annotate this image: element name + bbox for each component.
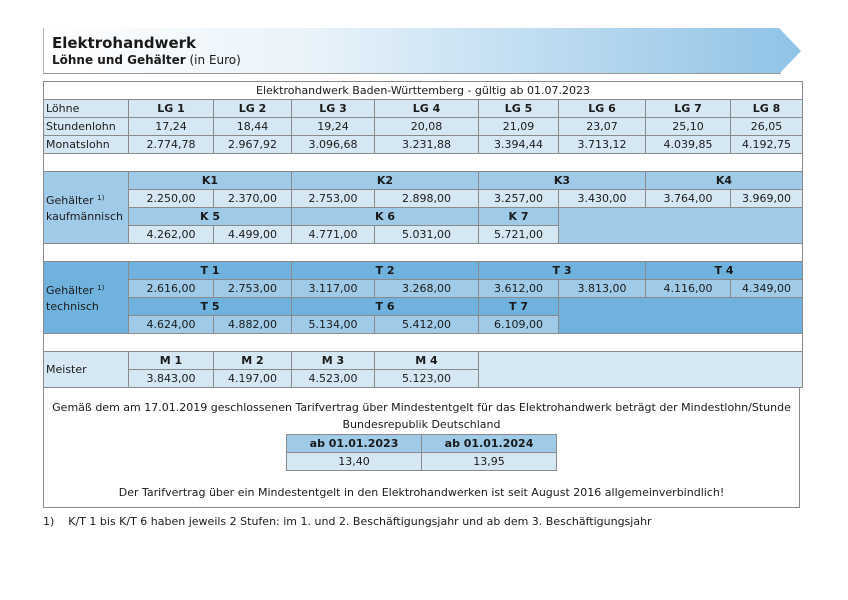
t-value: 3.268,00 [375, 280, 479, 298]
wage-table [43, 81, 803, 388]
lg-header: LG 2 [214, 100, 292, 118]
lg-header: LG 8 [731, 100, 803, 118]
monatslohn-cell: 2.774,78 [129, 136, 214, 154]
monatslohn-row [44, 136, 803, 154]
kaufm-label: Gehälter $^{1)}$ kaufmännisch [44, 172, 129, 244]
mindestlohn-date: ab 01.01.2024 [422, 435, 557, 453]
techn-value-row-1 [44, 280, 803, 298]
t-value: 3.612,00 [479, 280, 559, 298]
techn-group-row-2 [44, 298, 803, 316]
t-value: 3.117,00 [292, 280, 375, 298]
t-group-header: T 1 [129, 262, 292, 280]
techn-filler [559, 298, 803, 334]
k-group-header: K 5 [129, 208, 292, 226]
k-group-header: K2 [292, 172, 479, 190]
lg-header: LG 4 [375, 100, 479, 118]
t-value: 2.616,00 [129, 280, 214, 298]
stundenlohn-cell: 19,24 [292, 118, 375, 136]
t-value: 6.109,00 [479, 316, 559, 334]
k-value: 5.031,00 [375, 226, 479, 244]
loehne-header-row [44, 100, 803, 118]
t-value: 4.624,00 [129, 316, 214, 334]
mindestlohn-header-row [287, 435, 557, 453]
lg-header: LG 3 [292, 100, 375, 118]
meister-filler [479, 352, 803, 388]
t-value: 5.412,00 [375, 316, 479, 334]
mindestlohn-value: 13,95 [422, 453, 557, 471]
t-value: 4.349,00 [731, 280, 803, 298]
k-value: 4.499,00 [214, 226, 292, 244]
lg-header: LG 5 [479, 100, 559, 118]
mindestlohn-table [286, 434, 557, 471]
t-value: 2.753,00 [214, 280, 292, 298]
lg-header: LG 7 [646, 100, 731, 118]
loehne-label: Löhne [44, 100, 129, 118]
stundenlohn-cell: 21,09 [479, 118, 559, 136]
t-value: 3.813,00 [559, 280, 646, 298]
t-value: 4.116,00 [646, 280, 731, 298]
stundenlohn-row [44, 118, 803, 136]
t-group-header: T 6 [292, 298, 479, 316]
kaufm-value-row-1 [44, 190, 803, 208]
k-value: 2.753,00 [292, 190, 375, 208]
table-caption: Elektrohandwerk Baden-Württemberg - gültig ab 01.07.2023 [44, 82, 803, 100]
m-value: 3.843,00 [129, 370, 214, 388]
stundenlohn-cell: 26,05 [731, 118, 803, 136]
spacer-row [44, 154, 803, 172]
mindestlohn-value: 13,40 [287, 453, 422, 471]
k-value: 2.370,00 [214, 190, 292, 208]
t-group-header: T 2 [292, 262, 479, 280]
page-subtitle: Löhne und Gehälter (in Euro) [52, 53, 241, 67]
spacer-row [44, 244, 803, 262]
monatslohn-label: Monatslohn [44, 136, 129, 154]
techn-group-row-1 [44, 262, 803, 280]
t-group-header: T 3 [479, 262, 646, 280]
k-value: 3.969,00 [731, 190, 803, 208]
footnote: 1) K/T 1 bis K/T 6 haben jeweils 2 Stufen: im 1. und 2. Beschäftigungsjahr und ab dem 3. Beschäftigungsjahr [43, 515, 652, 528]
m-value: 4.523,00 [292, 370, 375, 388]
k-value: 2.898,00 [375, 190, 479, 208]
t-value: 4.882,00 [214, 316, 292, 334]
stundenlohn-cell: 18,44 [214, 118, 292, 136]
k-group-header: K1 [129, 172, 292, 190]
k-group-header: K 7 [479, 208, 559, 226]
k-value: 4.771,00 [292, 226, 375, 244]
monatslohn-cell: 3.394,44 [479, 136, 559, 154]
stundenlohn-cell: 20,08 [375, 118, 479, 136]
m-group-header: M 2 [214, 352, 292, 370]
monatslohn-cell: 3.231,88 [375, 136, 479, 154]
m-group-header: M 3 [292, 352, 375, 370]
monatslohn-cell: 2.967,92 [214, 136, 292, 154]
mindestlohn-text: Gemäß dem am 17.01.2019 geschlossenen Tarifvertrag über Mindestentgelt für das Elektrohandwerk beträgt der Mindestlohn/Stunde [52, 401, 791, 414]
k-group-header: K 6 [292, 208, 479, 226]
page-title: Elektrohandwerk [52, 34, 197, 52]
k-group-header: K3 [479, 172, 646, 190]
k-value: 3.257,00 [479, 190, 559, 208]
caption-row [44, 82, 803, 100]
stundenlohn-label: Stundenlohn [44, 118, 129, 136]
k-value: 2.250,00 [129, 190, 214, 208]
stundenlohn-cell: 23,07 [559, 118, 646, 136]
t-group-header: T 5 [129, 298, 292, 316]
monatslohn-cell: 4.192,75 [731, 136, 803, 154]
techn-label: Gehälter $^{1)}$ technisch [44, 262, 129, 334]
t-group-header: T 4 [646, 262, 803, 280]
monatslohn-cell: 4.039,85 [646, 136, 731, 154]
m-group-header: M 1 [129, 352, 214, 370]
mindestlohn-value-row [287, 453, 557, 471]
allgemeinverbindlich-note: Der Tarifvertrag über ein Mindestentgelt in den Elektrohandwerken ist seit August 2016 allgemeinverbindlich! [118, 486, 725, 499]
kaufm-group-row-1 [44, 172, 803, 190]
monatslohn-cell: 3.713,12 [559, 136, 646, 154]
monatslohn-cell: 3.096,68 [292, 136, 375, 154]
k-value: 3.430,00 [559, 190, 646, 208]
lg-header: LG 1 [129, 100, 214, 118]
t-value: 5.134,00 [292, 316, 375, 334]
k-value: 4.262,00 [129, 226, 214, 244]
kaufm-filler [559, 208, 803, 244]
stundenlohn-cell: 17,24 [129, 118, 214, 136]
m-value: 4.197,00 [214, 370, 292, 388]
spacer-row [44, 334, 803, 352]
mindestlohn-region: Bundesrepublik Deutschland [342, 418, 501, 431]
t-group-header: T 7 [479, 298, 559, 316]
k-value: 3.764,00 [646, 190, 731, 208]
k-group-header: K4 [646, 172, 803, 190]
stundenlohn-cell: 25,10 [646, 118, 731, 136]
lg-header: LG 6 [559, 100, 646, 118]
m-group-header: M 4 [375, 352, 479, 370]
m-value: 5.123,00 [375, 370, 479, 388]
mindestlohn-date: ab 01.01.2023 [287, 435, 422, 453]
meister-header-row [44, 352, 803, 370]
kaufm-group-row-2 [44, 208, 803, 226]
meister-label: Meister [44, 352, 129, 388]
k-value: 5.721,00 [479, 226, 559, 244]
